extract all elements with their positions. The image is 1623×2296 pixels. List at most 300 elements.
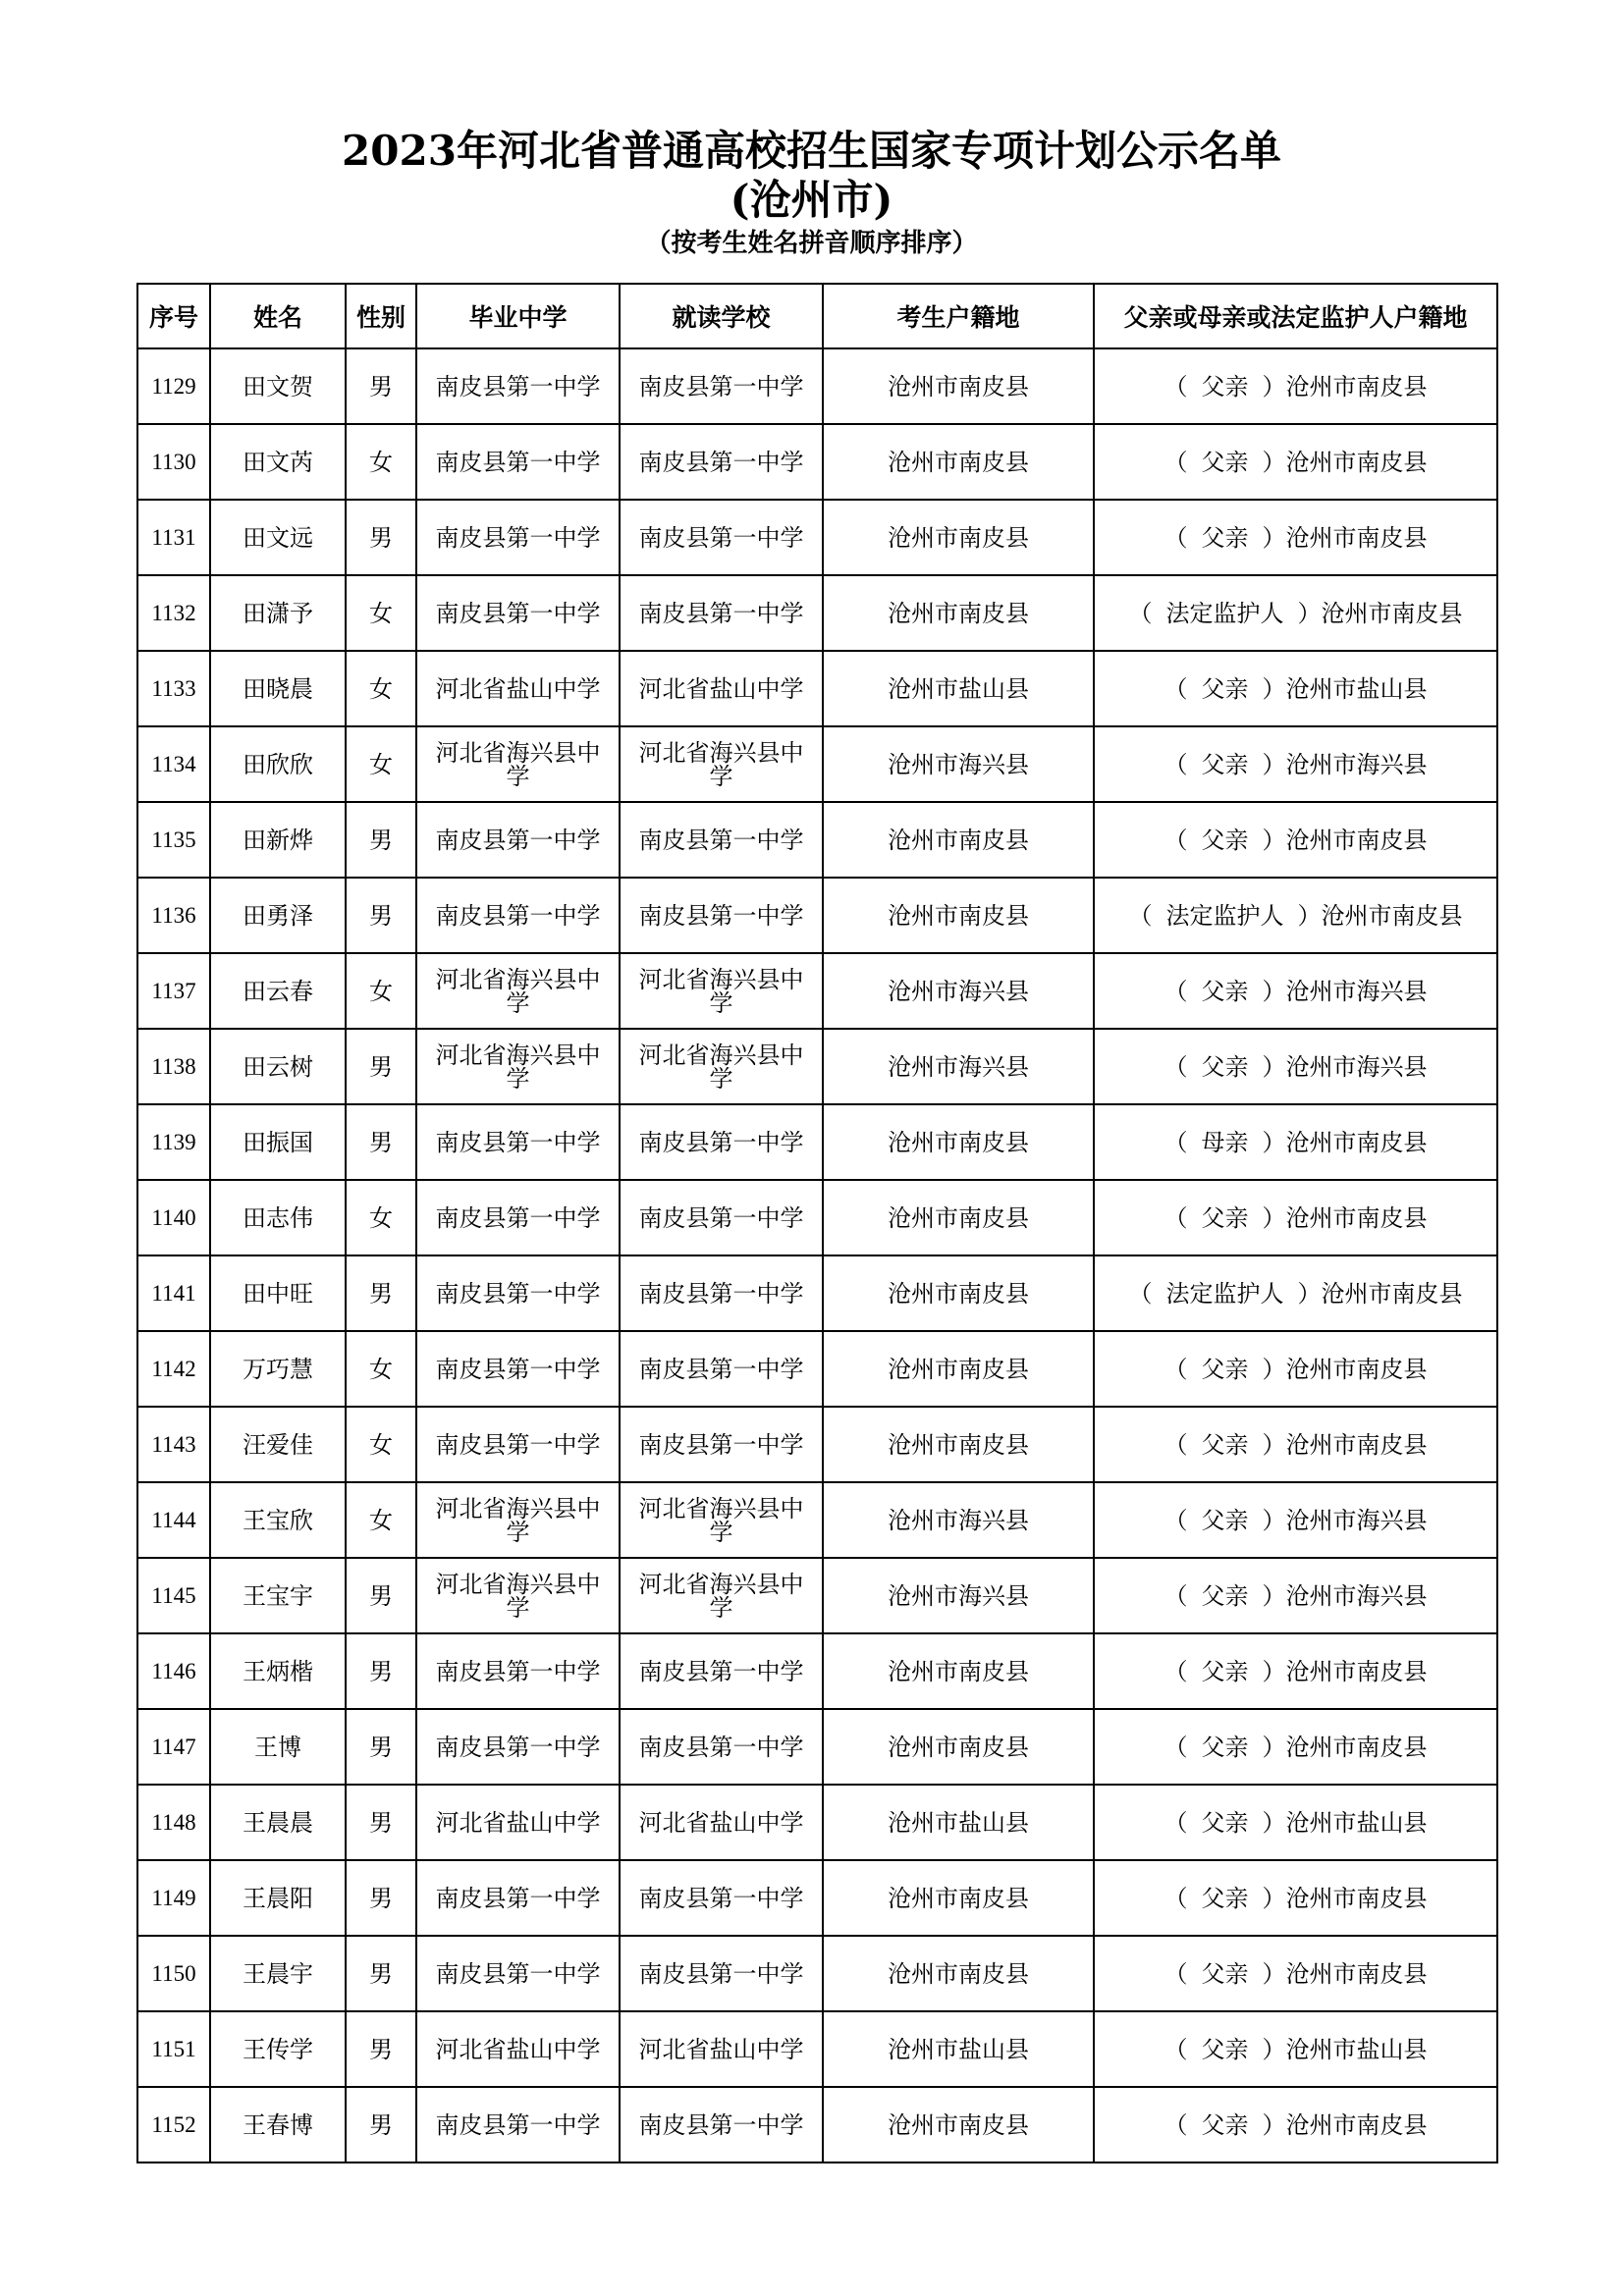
cell-no: 1130: [137, 424, 210, 500]
grad-school-text: 南皮县第一中学: [435, 1279, 601, 1308]
close-paren: ）: [1297, 599, 1322, 627]
cell-guardian: [1094, 1558, 1497, 1633]
cell-hukou: 沧州市海兴县: [823, 726, 1094, 802]
cell-no: 1133: [137, 651, 210, 726]
cell-guardian: [1094, 1029, 1497, 1104]
open-paren: （: [1163, 1581, 1188, 1610]
cell-current-school: [620, 1029, 823, 1104]
cell-gender: 女: [346, 651, 416, 726]
guardian-relation: 父亲: [1201, 1884, 1249, 1912]
current-school-text: 南皮县第一中学: [638, 1279, 804, 1308]
grad-school-text: 南皮县第一中学: [435, 1959, 601, 1988]
guardian-hukou: 沧州市南皮县: [1321, 1279, 1463, 1308]
cell-name: 田文芮: [210, 424, 346, 500]
table-row: [137, 575, 1497, 651]
cell-no: 1142: [137, 1331, 210, 1407]
cell-current-school: [620, 1936, 823, 2011]
cell-grad-school: [416, 1331, 620, 1407]
cell-grad-school: [416, 1709, 620, 1785]
current-school-text: 南皮县第一中学: [638, 1128, 804, 1156]
close-paren: ）: [1297, 901, 1322, 930]
cell-guardian: [1094, 726, 1497, 802]
cell-gender: 男: [346, 500, 416, 575]
table-row: [137, 651, 1497, 726]
cell-gender: 女: [346, 1482, 416, 1558]
cell-name: 王春博: [210, 2087, 346, 2163]
open-paren: （: [1163, 523, 1188, 552]
table-row: [137, 424, 1497, 500]
guardian-relation: 母亲: [1201, 1128, 1249, 1156]
grad-school-text: 南皮县第一中学: [435, 1884, 601, 1912]
current-school-text: 南皮县第一中学: [638, 599, 804, 627]
cell-gender: 女: [346, 575, 416, 651]
cell-hukou: 沧州市南皮县: [823, 802, 1094, 878]
guardian-relation: 父亲: [1201, 674, 1249, 703]
cell-name: 田振国: [210, 1104, 346, 1180]
current-school-text: 河北省盐山中学: [638, 674, 804, 703]
cell-hukou: 沧州市南皮县: [823, 878, 1094, 953]
cell-no: 1139: [137, 1104, 210, 1180]
cell-current-school: [620, 1331, 823, 1407]
cell-guardian: [1094, 500, 1497, 575]
cell-hukou: 沧州市海兴县: [823, 953, 1094, 1029]
table-row: [137, 1407, 1497, 1482]
table-row: [137, 1936, 1497, 2011]
cell-hukou: 沧州市南皮县: [823, 348, 1094, 424]
cell-hukou: 沧州市盐山县: [823, 1785, 1094, 1860]
open-paren: （: [1163, 977, 1188, 1005]
cell-guardian: [1094, 348, 1497, 424]
cell-name: 王晨晨: [210, 1785, 346, 1860]
cell-guardian: [1094, 1180, 1497, 1255]
close-paren: ）: [1297, 1279, 1322, 1308]
guardian-relation: 父亲: [1201, 1203, 1249, 1232]
guardian-relation: 父亲: [1201, 2035, 1249, 2063]
cell-guardian: [1094, 1860, 1497, 1936]
cell-hukou: 沧州市海兴县: [823, 1029, 1094, 1104]
cell-name: 田云树: [210, 1029, 346, 1104]
close-paren: ）: [1262, 977, 1286, 1005]
header-cell-gender: 性别: [346, 284, 416, 348]
cell-name: 王博: [210, 1709, 346, 1785]
guardian-hukou: 沧州市盐山县: [1285, 2035, 1428, 2063]
cell-guardian: [1094, 1936, 1497, 2011]
close-paren: ）: [1262, 1808, 1286, 1837]
cell-hukou: 沧州市南皮县: [823, 424, 1094, 500]
close-paren: ）: [1262, 372, 1286, 400]
grad-school-text: 南皮县第一中学: [435, 1355, 601, 1383]
grad-school-text: 河北省盐山中学: [435, 674, 601, 703]
current-school-text: 南皮县第一中学: [638, 1203, 804, 1232]
cell-guardian: [1094, 953, 1497, 1029]
close-paren: ）: [1262, 1506, 1286, 1534]
grad-school-text: 南皮县第一中学: [435, 599, 601, 627]
guardian-relation: 法定监护人: [1165, 901, 1284, 930]
cell-gender: 女: [346, 1180, 416, 1255]
cell-gender: 男: [346, 1029, 416, 1104]
cell-grad-school: [416, 1785, 620, 1860]
cell-guardian: [1094, 1255, 1497, 1331]
cell-grad-school: [416, 726, 620, 802]
open-paren: （: [1163, 1128, 1188, 1156]
cell-gender: 男: [346, 2011, 416, 2087]
cell-current-school: [620, 802, 823, 878]
table-row: [137, 500, 1497, 575]
table-row: [137, 1709, 1497, 1785]
cell-hukou: 沧州市南皮县: [823, 2087, 1094, 2163]
cell-name: 田欣欣: [210, 726, 346, 802]
table-body: [137, 348, 1497, 2163]
grad-school-text: 南皮县第一中学: [435, 901, 601, 930]
cell-grad-school: [416, 1558, 620, 1633]
guardian-hukou: 沧州市海兴县: [1285, 1052, 1428, 1081]
guardian-hukou: 沧州市海兴县: [1285, 750, 1428, 778]
guardian-relation: 父亲: [1201, 1052, 1249, 1081]
cell-no: 1147: [137, 1709, 210, 1785]
cell-current-school: [620, 1482, 823, 1558]
cell-gender: 男: [346, 1104, 416, 1180]
cell-gender: 男: [346, 1558, 416, 1633]
close-paren: ）: [1262, 523, 1286, 552]
cell-guardian: [1094, 1331, 1497, 1407]
guardian-relation: 父亲: [1201, 448, 1249, 476]
guardian-hukou: 沧州市海兴县: [1285, 977, 1428, 1005]
cell-hukou: 沧州市南皮县: [823, 575, 1094, 651]
close-paren: ）: [1262, 2035, 1286, 2063]
cell-no: 1138: [137, 1029, 210, 1104]
cell-current-school: [620, 651, 823, 726]
cell-guardian: [1094, 424, 1497, 500]
open-paren: （: [1163, 1808, 1188, 1837]
open-paren: （: [1128, 599, 1153, 627]
cell-current-school: [620, 878, 823, 953]
cell-gender: 男: [346, 1255, 416, 1331]
cell-hukou: 沧州市海兴县: [823, 1482, 1094, 1558]
cell-grad-school: [416, 1407, 620, 1482]
cell-grad-school: [416, 500, 620, 575]
table-row: [137, 1331, 1497, 1407]
close-paren: ）: [1262, 1733, 1286, 1761]
cell-guardian: [1094, 1104, 1497, 1180]
guardian-hukou: 沧州市海兴县: [1285, 1506, 1428, 1534]
cell-gender: 男: [346, 348, 416, 424]
close-paren: ）: [1262, 1430, 1286, 1459]
grad-school-text: 河北省海兴县中学: [435, 738, 601, 790]
table-row: [137, 1558, 1497, 1633]
grad-school-text: 南皮县第一中学: [435, 523, 601, 552]
grad-school-text: 南皮县第一中学: [435, 2110, 601, 2139]
cell-name: 田文远: [210, 500, 346, 575]
cell-grad-school: [416, 575, 620, 651]
grad-school-text: 河北省海兴县中学: [435, 1494, 601, 1546]
guardian-relation: 父亲: [1201, 1808, 1249, 1837]
cell-guardian: [1094, 1785, 1497, 1860]
cell-name: 田新烨: [210, 802, 346, 878]
cell-no: 1151: [137, 2011, 210, 2087]
cell-hukou: 沧州市南皮县: [823, 1936, 1094, 2011]
table-row: [137, 2087, 1497, 2163]
guardian-relation: 法定监护人: [1165, 599, 1284, 627]
roster-table: [136, 283, 1498, 2163]
table-row: [137, 726, 1497, 802]
grad-school-text: 河北省盐山中学: [435, 1808, 601, 1837]
open-paren: （: [1163, 1355, 1188, 1383]
open-paren: （: [1163, 448, 1188, 476]
guardian-relation: 父亲: [1201, 1657, 1249, 1685]
cell-hukou: 沧州市南皮县: [823, 1255, 1094, 1331]
open-paren: （: [1163, 1203, 1188, 1232]
current-school-text: 南皮县第一中学: [638, 1355, 804, 1383]
current-school-text: 河北省盐山中学: [638, 2035, 804, 2063]
guardian-hukou: 沧州市南皮县: [1285, 1884, 1428, 1912]
cell-guardian: [1094, 802, 1497, 878]
guardian-hukou: 沧州市盐山县: [1285, 1808, 1428, 1837]
guardian-hukou: 沧州市南皮县: [1285, 826, 1428, 854]
cell-current-school: [620, 1860, 823, 1936]
cell-gender: 女: [346, 726, 416, 802]
cell-no: 1145: [137, 1558, 210, 1633]
close-paren: ）: [1262, 674, 1286, 703]
cell-name: 万巧慧: [210, 1331, 346, 1407]
table-row: [137, 1785, 1497, 1860]
current-school-text: 河北省盐山中学: [638, 1808, 804, 1837]
current-school-text: 南皮县第一中学: [638, 1959, 804, 1988]
guardian-relation: 父亲: [1201, 523, 1249, 552]
cell-grad-school: [416, 1936, 620, 2011]
table-row: [137, 1104, 1497, 1180]
cell-grad-school: [416, 2011, 620, 2087]
cell-hukou: 沧州市南皮县: [823, 1407, 1094, 1482]
open-paren: （: [1163, 372, 1188, 400]
guardian-relation: 父亲: [1201, 1355, 1249, 1383]
current-school-text: 河北省海兴县中学: [638, 1041, 804, 1093]
cell-name: 王传学: [210, 2011, 346, 2087]
guardian-relation: 父亲: [1201, 372, 1249, 400]
cell-no: 1148: [137, 1785, 210, 1860]
cell-no: 1141: [137, 1255, 210, 1331]
cell-grad-school: [416, 1860, 620, 1936]
current-school-text: 南皮县第一中学: [638, 1657, 804, 1685]
open-paren: （: [1163, 674, 1188, 703]
cell-hukou: 沧州市盐山县: [823, 651, 1094, 726]
cell-name: 汪爱佳: [210, 1407, 346, 1482]
cell-gender: 男: [346, 1633, 416, 1709]
grad-school-text: 南皮县第一中学: [435, 372, 601, 400]
cell-name: 田云春: [210, 953, 346, 1029]
document-title: 2023年河北省普通高校招生国家专项计划公示名单: [342, 127, 1281, 175]
cell-name: 田文贺: [210, 348, 346, 424]
table-row: [137, 1180, 1497, 1255]
table-row: [137, 348, 1497, 424]
guardian-hukou: 沧州市南皮县: [1285, 372, 1428, 400]
table-header: [137, 284, 1497, 348]
grad-school-text: 南皮县第一中学: [435, 1430, 601, 1459]
open-paren: （: [1163, 1506, 1188, 1534]
cell-guardian: [1094, 2087, 1497, 2163]
cell-guardian: [1094, 575, 1497, 651]
table-row: [137, 2011, 1497, 2087]
cell-current-school: [620, 1558, 823, 1633]
cell-no: 1143: [137, 1407, 210, 1482]
table-row: [137, 1255, 1497, 1331]
cell-gender: 男: [346, 1709, 416, 1785]
guardian-relation: 父亲: [1201, 1959, 1249, 1988]
cell-gender: 女: [346, 953, 416, 1029]
cell-no: 1146: [137, 1633, 210, 1709]
guardian-relation: 父亲: [1201, 750, 1249, 778]
guardian-relation: 父亲: [1201, 1430, 1249, 1459]
cell-gender: 男: [346, 2087, 416, 2163]
cell-no: 1144: [137, 1482, 210, 1558]
grad-school-text: 南皮县第一中学: [435, 1203, 601, 1232]
cell-no: 1132: [137, 575, 210, 651]
open-paren: （: [1163, 1959, 1188, 1988]
cell-grad-school: [416, 878, 620, 953]
current-school-text: 南皮县第一中学: [638, 2110, 804, 2139]
cell-gender: 男: [346, 802, 416, 878]
table-row: [137, 1482, 1497, 1558]
close-paren: ）: [1262, 750, 1286, 778]
cell-name: 王晨宇: [210, 1936, 346, 2011]
guardian-relation: 父亲: [1201, 1506, 1249, 1534]
grad-school-text: 南皮县第一中学: [435, 1733, 601, 1761]
sort-note: （按考生姓名拼音顺序排序）: [645, 229, 978, 258]
cell-grad-school: [416, 2087, 620, 2163]
cell-gender: 女: [346, 1331, 416, 1407]
guardian-hukou: 沧州市南皮县: [1285, 1128, 1428, 1156]
open-paren: （: [1163, 1052, 1188, 1081]
cell-name: 田志伟: [210, 1180, 346, 1255]
cell-current-school: [620, 1255, 823, 1331]
cell-hukou: 沧州市南皮县: [823, 1104, 1094, 1180]
close-paren: ）: [1262, 1581, 1286, 1610]
guardian-hukou: 沧州市盐山县: [1285, 674, 1428, 703]
guardian-hukou: 沧州市南皮县: [1285, 448, 1428, 476]
guardian-relation: 父亲: [1201, 2110, 1249, 2139]
guardian-relation: 父亲: [1201, 1581, 1249, 1610]
header-cell-guardian-hukou: 父亲或母亲或法定监护人户籍地: [1094, 284, 1497, 348]
cell-hukou: 沧州市南皮县: [823, 1633, 1094, 1709]
grad-school-text: 河北省海兴县中学: [435, 965, 601, 1017]
open-paren: （: [1163, 1430, 1188, 1459]
cell-name: 王宝宇: [210, 1558, 346, 1633]
current-school-text: 南皮县第一中学: [638, 901, 804, 930]
cell-name: 王晨阳: [210, 1860, 346, 1936]
open-paren: （: [1163, 1657, 1188, 1685]
cell-hukou: 沧州市南皮县: [823, 500, 1094, 575]
open-paren: （: [1163, 1884, 1188, 1912]
cell-gender: 男: [346, 878, 416, 953]
grad-school-text: 南皮县第一中学: [435, 1128, 601, 1156]
guardian-relation: 法定监护人: [1165, 1279, 1284, 1308]
cell-current-school: [620, 1180, 823, 1255]
cell-current-school: [620, 1709, 823, 1785]
cell-hukou: 沧州市南皮县: [823, 1709, 1094, 1785]
close-paren: ）: [1262, 1884, 1286, 1912]
cell-grad-school: [416, 802, 620, 878]
close-paren: ）: [1262, 1657, 1286, 1685]
close-paren: ）: [1262, 1128, 1286, 1156]
cell-no: 1131: [137, 500, 210, 575]
cell-current-school: [620, 1785, 823, 1860]
current-school-text: 河北省海兴县中学: [638, 1494, 804, 1546]
current-school-text: 河北省海兴县中学: [638, 1570, 804, 1622]
open-paren: （: [1163, 826, 1188, 854]
cell-no: 1150: [137, 1936, 210, 2011]
cell-guardian: [1094, 878, 1497, 953]
cell-name: 田中旺: [210, 1255, 346, 1331]
table-row: [137, 878, 1497, 953]
header-cell-hukou: 考生户籍地: [823, 284, 1094, 348]
cell-guardian: [1094, 1482, 1497, 1558]
cell-name: 田潇予: [210, 575, 346, 651]
current-school-text: 南皮县第一中学: [638, 1733, 804, 1761]
guardian-hukou: 沧州市南皮县: [1285, 1657, 1428, 1685]
cell-grad-school: [416, 1104, 620, 1180]
table-row: [137, 1633, 1497, 1709]
cell-hukou: 沧州市南皮县: [823, 1331, 1094, 1407]
cell-current-school: [620, 1104, 823, 1180]
current-school-text: 南皮县第一中学: [638, 372, 804, 400]
cell-grad-school: [416, 953, 620, 1029]
table-row: [137, 1029, 1497, 1104]
open-paren: （: [1163, 2110, 1188, 2139]
cell-current-school: [620, 424, 823, 500]
cell-name: 王炳楷: [210, 1633, 346, 1709]
current-school-text: 南皮县第一中学: [638, 826, 804, 854]
close-paren: ）: [1262, 826, 1286, 854]
cell-gender: 女: [346, 1407, 416, 1482]
cell-current-school: [620, 575, 823, 651]
close-paren: ）: [1262, 1052, 1286, 1081]
current-school-text: 南皮县第一中学: [638, 1430, 804, 1459]
current-school-text: 南皮县第一中学: [638, 1884, 804, 1912]
cell-gender: 男: [346, 1785, 416, 1860]
cell-guardian: [1094, 651, 1497, 726]
cell-name: 王宝欣: [210, 1482, 346, 1558]
grad-school-text: 河北省海兴县中学: [435, 1570, 601, 1622]
cell-grad-school: [416, 1029, 620, 1104]
cell-name: 田勇泽: [210, 878, 346, 953]
cell-current-school: [620, 726, 823, 802]
cell-no: 1129: [137, 348, 210, 424]
header-cell-name: 姓名: [210, 284, 346, 348]
open-paren: （: [1163, 2035, 1188, 2063]
close-paren: ）: [1262, 1355, 1286, 1383]
cell-guardian: [1094, 1407, 1497, 1482]
header-cell-grad-school: 毕业中学: [416, 284, 620, 348]
cell-gender: 女: [346, 424, 416, 500]
cell-no: 1152: [137, 2087, 210, 2163]
cell-grad-school: [416, 1180, 620, 1255]
open-paren: （: [1128, 1279, 1153, 1308]
cell-grad-school: [416, 348, 620, 424]
cell-grad-school: [416, 1633, 620, 1709]
cell-hukou: 沧州市海兴县: [823, 1558, 1094, 1633]
guardian-relation: 父亲: [1201, 826, 1249, 854]
cell-guardian: [1094, 1633, 1497, 1709]
cell-grad-school: [416, 1482, 620, 1558]
header-cell-no: 序号: [137, 284, 210, 348]
guardian-hukou: 沧州市南皮县: [1321, 901, 1463, 930]
table-row: [137, 953, 1497, 1029]
guardian-hukou: 沧州市南皮县: [1285, 523, 1428, 552]
cell-guardian: [1094, 1709, 1497, 1785]
cell-current-school: [620, 348, 823, 424]
current-school-text: 南皮县第一中学: [638, 523, 804, 552]
cell-no: 1135: [137, 802, 210, 878]
guardian-hukou: 沧州市南皮县: [1285, 1430, 1428, 1459]
